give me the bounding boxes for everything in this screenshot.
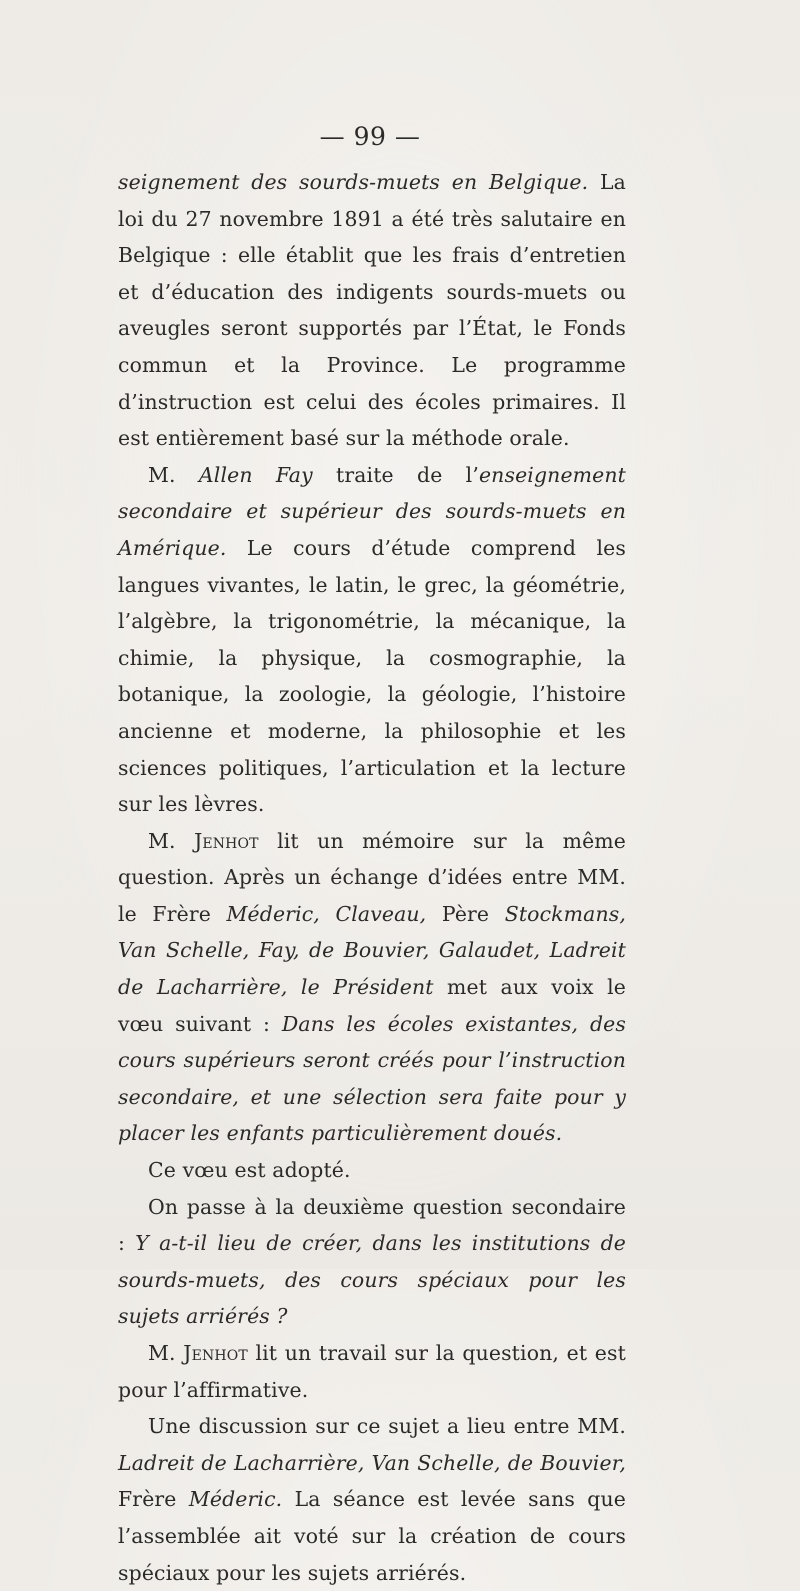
text-run: La loi du 27 novembre 1891 a été très salutaire en Belgique : elle établit que les frais d’entretien et d’éducation des indigents sourds-muets ou aveugles seront supportés par l’État, le Fonds commun et la Province. Le programme d’instruction est celui des écoles primaires. Il est entièrement basé sur la méthode orale. <box>118 170 626 451</box>
text-italic: seignement des sourds-muets en Belgique. <box>118 170 589 194</box>
text-italic: Ladreit de Lacharrière, Van Schelle, de Bouvier, <box>118 1450 626 1475</box>
page-number: — 99 — <box>319 122 421 151</box>
text-run: M. <box>148 828 195 853</box>
paragraph <box>118 1152 626 1189</box>
author-name: Jenhot <box>183 1341 248 1365</box>
paragraph <box>118 1408 626 1591</box>
text-run: Ce vœu est adopté. <box>148 1158 351 1183</box>
text-run: Frère <box>118 1487 189 1512</box>
paragraph <box>118 823 626 1152</box>
text-italic: Stockmans, Van Schelle, Fay, de Bouvier, Galaudet, Ladreit de Lacharrière, le Président <box>118 901 626 1000</box>
text-italic: Y a-t-il lieu de créer, dans les institutions de sourds-muets, des cours spéciaux pour les sujets arriérés ? <box>118 1231 626 1329</box>
paragraph <box>118 457 626 823</box>
text-run: lit un mémoire sur la même question. Après un échange d’idées entre MM. le Frère <box>118 828 626 926</box>
text-italic: enseignement secondaire et supérieur des sourds-muets en Amérique. <box>118 462 626 560</box>
text-italic: Méderic, Claveau, <box>226 901 427 926</box>
text-run: Le cours d’étude comprend les langues vivantes, le latin, le grec, la géométrie, l’algèbre, la trigonométrie, la mécanique, la chimie, la physique, la cosmographie, la botanique, la zoologie, la géologie, l’histoire ancienne et moderne, la philosophie et les sciences politiques, l’articulation et la lecture sur les lèvres. <box>118 535 626 817</box>
body-text <box>118 164 626 1591</box>
text-run: traite de l’ <box>312 462 479 487</box>
text-run: Une discussion sur ce sujet a lieu entre MM. <box>148 1414 626 1439</box>
text-run: On passe à la deuxième question secondaire : <box>118 1194 626 1256</box>
author-name: Allen Fay <box>198 462 313 487</box>
text-run: M. <box>148 462 199 487</box>
text-run: M. <box>148 1341 184 1365</box>
paragraph <box>118 1335 626 1408</box>
text-italic: Dans les écoles existantes, des cours supérieurs seront créés pour l’instruction secondaire, et une sélection sera faite pour y placer les enfants particulièrement doués. <box>118 1011 627 1146</box>
text-italic: Méderic. <box>188 1487 283 1512</box>
paragraph <box>118 1189 626 1335</box>
text-run: La séance est levée sans que l’assemblée ait voté sur la création de cours spéciaux pour les sujets arriérés. <box>118 1487 626 1585</box>
text-run: Père <box>426 901 505 926</box>
paragraph <box>118 164 626 457</box>
text-run: met aux voix le vœu suivant : <box>118 975 626 1036</box>
text-run: lit un travail sur la question, et est pour l’affirmative. <box>118 1341 626 1402</box>
author-name: Jenhot <box>194 828 259 853</box>
